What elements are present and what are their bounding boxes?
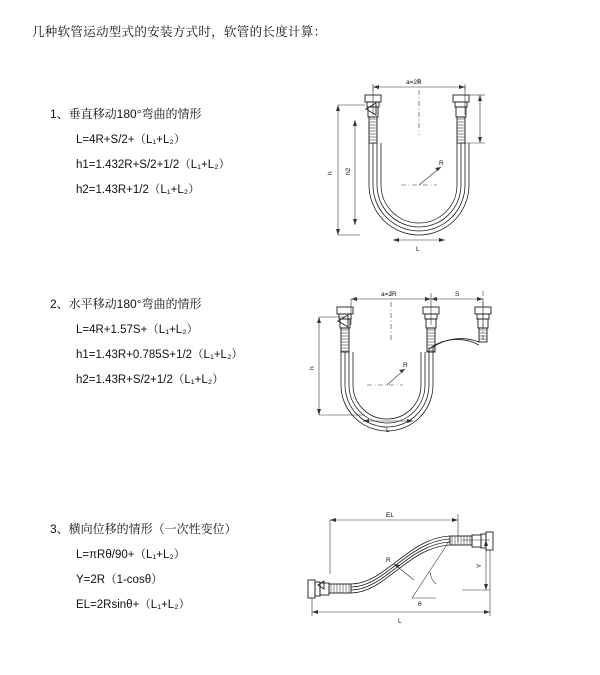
case-3-title: 3、横向位移的情形（一次性变位） (50, 522, 237, 536)
case-3-radius-label: R (386, 557, 391, 564)
case-1-formula-3: h2=1.43R+1/2（L₁+L₂） (76, 184, 200, 196)
case-3-formula-1: L=πRθ/90+（L₁+L₂） (76, 549, 186, 561)
case-3-formula-3: EL=2Rsinθ+（L₁+L₂） (76, 599, 191, 611)
case-3-angle-label: θ (418, 601, 422, 608)
case-3-formula-2: Y=2R（1-cosθ） (76, 574, 163, 586)
case-1-top-dim-label: a=2R (406, 79, 422, 86)
case-3-top-dim-label: EL (386, 512, 394, 519)
case-1-title: 1、垂直移动180°弯曲的情形 (50, 107, 202, 121)
case-2-radius-label: R (403, 362, 408, 369)
case-3-text (50, 520, 310, 621)
case-2-top-dim-right-label: S (455, 291, 460, 298)
case-3-side-dim-label: Y (476, 563, 483, 568)
case-2-title: 2、水平移动180°弯曲的情形 (50, 297, 202, 311)
case-2-top-dim-left-label: a=2R (381, 291, 397, 298)
case-1-bottom-dim-label: L (416, 246, 420, 253)
case-1-inner-dim-label: h2 (345, 167, 352, 175)
case-2-text (50, 295, 310, 396)
page-title: 几种软管运动型式的安装方式时，软管的长度计算： (32, 25, 327, 39)
case-2-formula-1: L=4R+1.57S+（L₁+L₂） (76, 324, 199, 336)
case-1-side-dim-label: h (327, 171, 334, 175)
case-1-radius-label: R (439, 160, 444, 167)
case-2-side-dim-label: h (309, 366, 316, 370)
case-3-bottom-dim-label: L (398, 618, 402, 625)
case-1-formula-2: h1=1.432R+S/2+1/2（L₁+L₂） (76, 159, 231, 171)
case-2-figure (305, 285, 520, 465)
case-2-bottom-dim-label: L (386, 427, 390, 434)
case-3-figure (290, 502, 520, 642)
case-2-formula-3: h2=1.43R+S/2+1/2（L₁+L₂） (76, 374, 224, 386)
case-1-formula-1: L=4R+S/2+（L₁+L₂） (76, 134, 186, 146)
case-1-text (50, 105, 310, 206)
case-1-figure (305, 75, 520, 265)
case-2-formula-2: h1=1.43R+0.785S+1/2（L₁+L₂） (76, 349, 243, 361)
